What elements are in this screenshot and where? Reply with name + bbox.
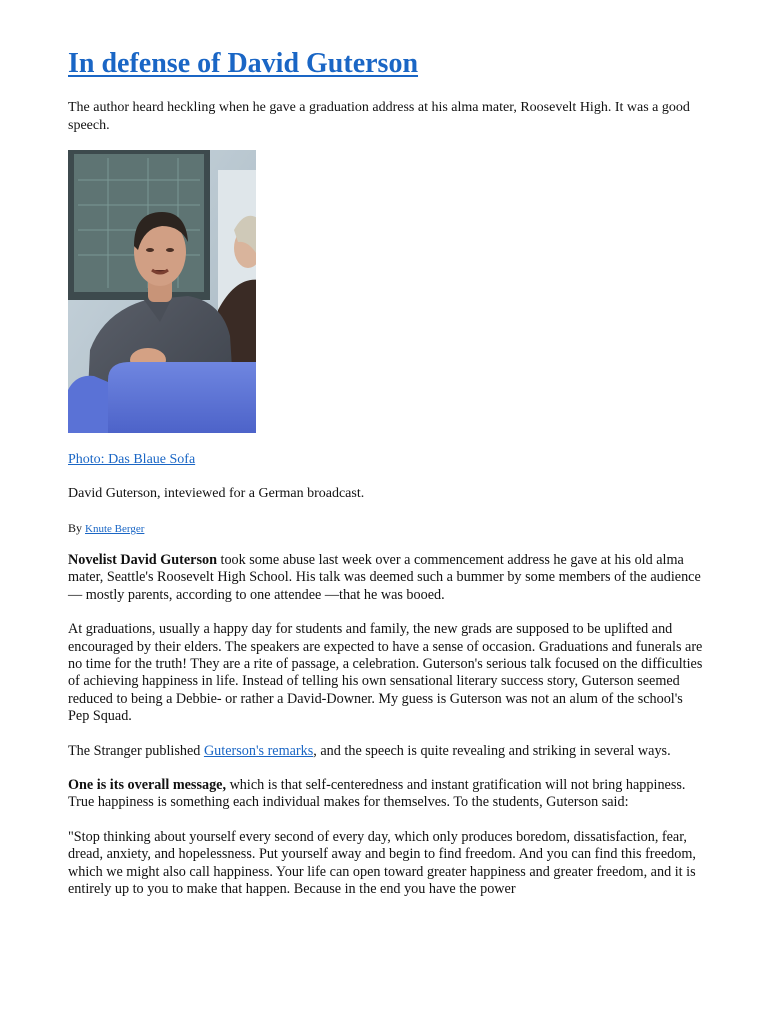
paragraph-text: took some abuse last week over a commencement address he gave at his old alma mater, Seattle's Roosevelt High School. His talk was deemed such a bummer by some members of the audience — mostly parents, according to one attendee —that he was booed. <box>68 552 701 603</box>
article <box>68 44 704 898</box>
paragraph <box>68 777 704 812</box>
paragraph-lead: Novelist David Guterson <box>68 552 217 568</box>
paragraph-lead: One is its overall message, <box>68 777 227 794</box>
paragraph-text: which is that self-centeredness and instant gratification will not bring happiness. True happiness is something each individual makes for themselves. To the students, Guterson said: <box>68 777 686 811</box>
photo-caption: David Guterson, inteviewed for a German broadcast. <box>68 486 365 501</box>
article-deck: The author heard heckling when he gave a graduation address at his alma mater, Roosevelt High. It was a good speech. <box>68 100 690 133</box>
paragraph <box>68 743 704 760</box>
byline-prefix: By <box>68 521 86 535</box>
gutersons-remarks-link[interactable]: Guterson's remarks <box>203 742 314 759</box>
article-body <box>68 552 704 916</box>
author-photo <box>68 150 256 433</box>
quote-paragraph: "Stop thinking about yourself every second of every day, which only produces boredom, dissatisfaction, fear, dread, anxiety, and hopelessness. Put yourself away and begin to find freedom. And you can find this freedom, which we might also call happiness. Your life can open toward greater happiness and greater freedom, and it is entirely up to you to make that happen. Because in the end you have the power <box>68 828 696 898</box>
paragraph: At graduations, usually a happy day for students and family, the new grads are supposed to be uplifted and encouraged by their elders. The speakers are expected to have a sense of occasion. Graduations and funerals are no time for the truth! They are a rite of passage, a celebration. Guterson's serious talk focused on the difficulties of achieving happiness in life. Instead of telling his own sensational literary success story, Guterson seemed reduced to being a Debbie- or rather a David-Downer. My guess is Guterson was not an alum of the school's Pep Squad. <box>68 621 703 725</box>
photo-credit <box>68 451 195 469</box>
paragraph <box>68 552 704 604</box>
paragraph-text: The Stranger published <box>68 742 204 759</box>
photo-credit-link[interactable]: Photo: Das Blaue Sofa <box>68 452 196 467</box>
article-title[interactable]: In defense of David Guterson <box>68 48 419 79</box>
byline <box>68 520 144 537</box>
author-link[interactable]: Knute Berger <box>85 523 145 535</box>
paragraph-text: , and the speech is quite revealing and striking in several ways. <box>313 742 671 759</box>
